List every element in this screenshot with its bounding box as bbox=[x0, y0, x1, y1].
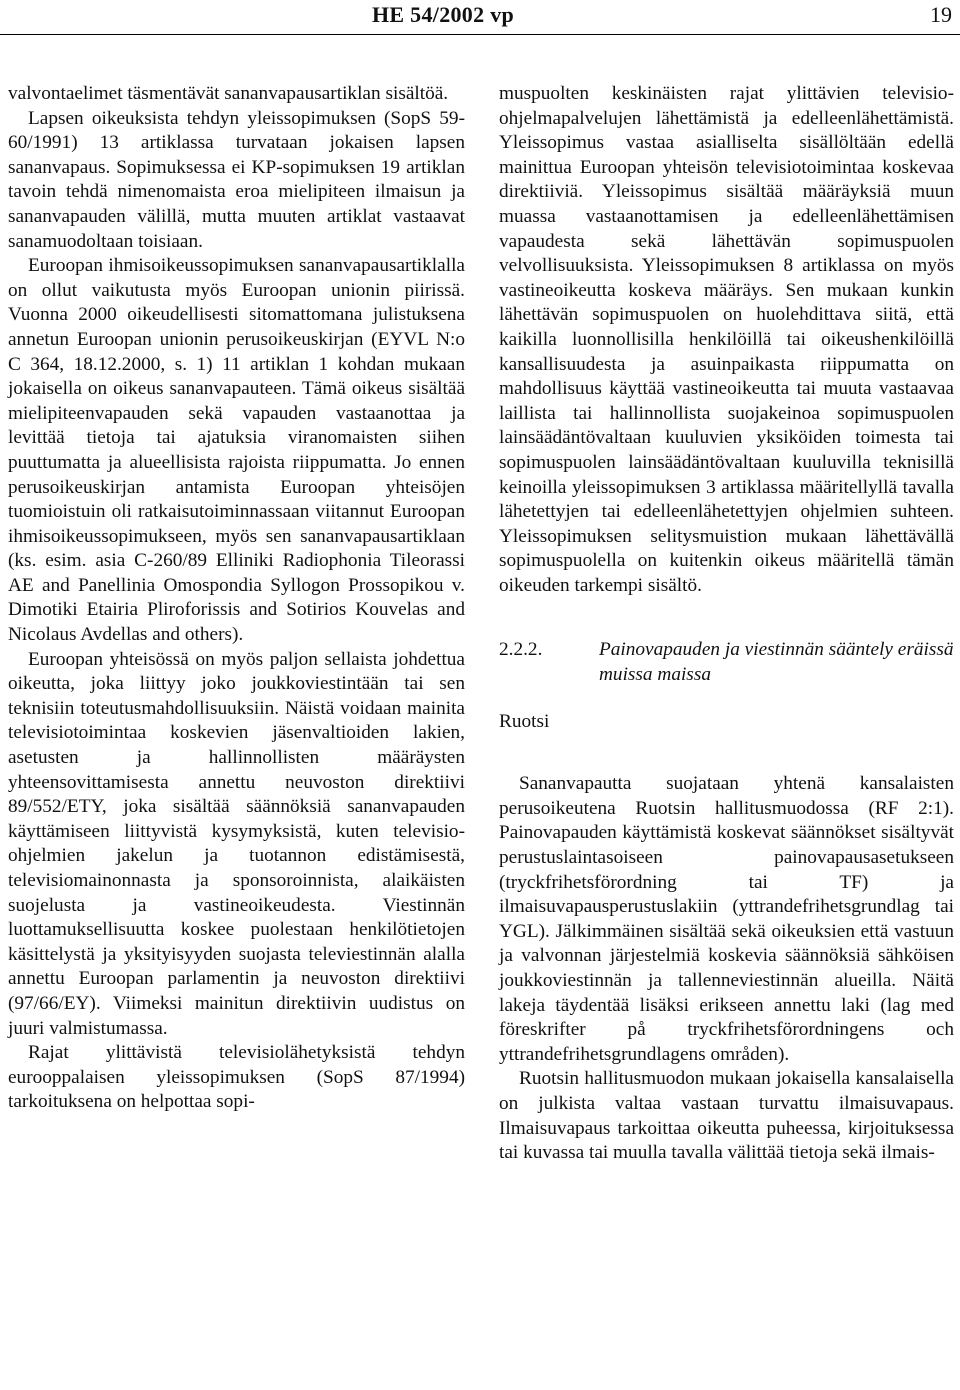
paragraph: Euroopan ihmisoikeussopimuksen sananvapausartiklalla on ollut vaikutusta myös Euroopan unionin piirissä. Vuonna 2000 oikeudellisesti sitomattomana julistuksena annetun Euroopan unionin perusoikeuskirjan (EYVL N:o C 364, 18.12.2000, s. 1) 11 artiklan 1 kohdan mukaan jokaisella on oikeus sananvapauteen. Tämä oikeus sisältää mielipiteenvapauden sekä vapauden vastaanottaa ja levittää tietoja tai ajatuksia viranomaisten siihen puuttumatta ja alueellisista rajoista riippumatta. Jo ennen perusoikeuskirjan antamista Euroopan yhteisöjen tuomioistuin oli ratkaisutoiminnassaan viitannut Euroopan ihmisoikeussopimukseen, myös sen sananvapausartiklaan (ks. esim. asia C-260/89 Elliniki Radiophonia Tileorassi AE and Panellinia Omospondia Syllogon Prossopikou v. Dimotiki Etairia Pliroforissis and Sotirios Kouvelas and Nicolaus Avdellas and others). bbox=[8, 255, 465, 646]
left-column bbox=[8, 82, 465, 1115]
page-number: 19 bbox=[930, 2, 952, 27]
paragraph: Euroopan yhteisössä on myös paljon sellaista johdettua oikeutta, joka liittyy joko joukkoviestintään tai sen teknisiin toteutusmahdollisuuksiin. Näistä voidaan mainita televisiotoimintaa koskevien jäsenvaltioiden lakien, asetusten ja hallinnollisten määräysten yhteensovittamisesta annettu neuvoston direktiivi 89/552/ETY, joka sisältää säännöksiä sananvapauden käyttämiseen liittyvistä kysymyksistä, kuten televisio-ohjelmien jakelun ja tuotannon edistämisestä, televisiomainonnasta ja sponsoroinnista, alaikäisten suojelusta ja vastineoikeudesta. Viestinnän luottamuksellisuutta koskee puolestaan henkilötietojen käsittelystä ja yksityisyyden suojasta televiestinnän alalla annettu Euroopan parlamentin ja neuvoston direktiivi (97/66/EY). Viimeksi mainitun direktiivin uudistus on juuri valmistumassa. bbox=[8, 648, 465, 1039]
section-heading bbox=[499, 638, 954, 687]
document-id: HE 54/2002 vp bbox=[372, 2, 515, 27]
paragraph: Rajat ylittävistä televisiolähetyksistä tehdyn eurooppalaisen yleissopimuksen (SopS 87/1994) tarkoituksena on helpottaa sopi- bbox=[8, 1042, 465, 1113]
paragraph: valvontaelimet täsmentävät sananvapausartiklan sisältöä. bbox=[8, 83, 449, 104]
section-number: 2.2.2. bbox=[499, 639, 543, 661]
paragraph: muspuolten keskinäisten rajat ylittävien televisio-ohjelmapalvelujen lähettämistä ja edelleenlähettämistä. Yleissopimus vastaa asialliselta sisällöltään edellä mainittua Euroopan yhteisön televisiotoimintaa koskevaa direktiiviä. Yleissopimus sisältää määräyksiä muun muassa vastaanottamisen ja edelleenlähettämisen vapaudesta sekä lähettävän sopimuspuolen velvollisuuksista. Yleissopimuksen 8 artiklassa on myös vastineoikeutta koskeva määräys. Sen mukaan kunkin lähettävän sopimuspuolen on huolehdittava siitä, että kaikilla luonnollisilla henkilöillä tai oikeushenkilöillä kansallisuudesta ja asuinpaikasta riippumatta on mahdollisuus käyttää vastineoikeutta tai muuta vastaavaa laillista tai hallinnollista suojakeinoa sopimuspuolen lainsäädäntövaltaan kuuluvien yksiköiden toimesta tai sopimuspuolen lainsäädäntövaltaan kuuluvilla teknisillä keinoilla yleissopimuksen 3 artiklassa määritellyllä tavalla lähetettyjen tai edelleenlähetettyjen ohjelmien suhteen. Yleissopimuksen selitysmuistion mukaan lähettävällä sopimuspuolella on kuitenkin oikeus määritellä tämän oikeuden tarkempi sisältö. bbox=[499, 83, 954, 596]
page-header bbox=[0, 0, 960, 35]
paragraph: Ruotsin hallitusmuodon mukaan jokaisella kansalaisella on julkista valtaa vastaan turvattu ilmaisuvapaus. Ilmaisuvapaus tarkoittaa oikeutta puheessa, kirjoituksessa tai kuvassa tai muulla tavalla välittää tietoja sekä ilmais- bbox=[499, 1068, 954, 1164]
paragraph: Sananvapautta suojataan yhtenä kansalaisten perusoikeutena Ruotsin hallitusmuodossa (RF 2:1). Painovapauden käyttämistä koskevat säännökset sisältyvät perustuslaintasoiseen painovapausasetukseen (tryckfrihetsförordning tai TF) ja ilmaisuvapausperustuslakiin (yttrandefrihetsgrundlag tai YGL). Jälkimmäinen sisältää sekä oikeuksien että vastuun ja valvonnan järjestelmiä koskevia säännöksiä sähköisen joukkoviestinnän ja tallenneviestinnän alueilla. Näitä lakeja täydentää lisäksi erikseen annettu laki (lag med föreskrifter på tryckfrihetsförordningens och yttrandefrihetsgrundlagens områden). bbox=[499, 773, 954, 1065]
right-column bbox=[499, 82, 954, 1166]
paragraph: Lapsen oikeuksista tehdyn yleissopimuksen (SopS 59-60/1991) 13 artiklassa turvataan jokaisen lapsen sananvapaus. Sopimuksessa ei KP-sopimuksen 19 artiklan tavoin tehdä nimenomaista eroa mielipiteen ilmaisun ja sananvapauden välillä, mutta muuten artiklat vastaavat sanamuodoltaan toisiaan. bbox=[8, 107, 465, 252]
section-title: Painovapauden ja viestinnän sääntely eräissä muissa maissa bbox=[599, 639, 954, 686]
country-heading: Ruotsi bbox=[499, 710, 550, 732]
